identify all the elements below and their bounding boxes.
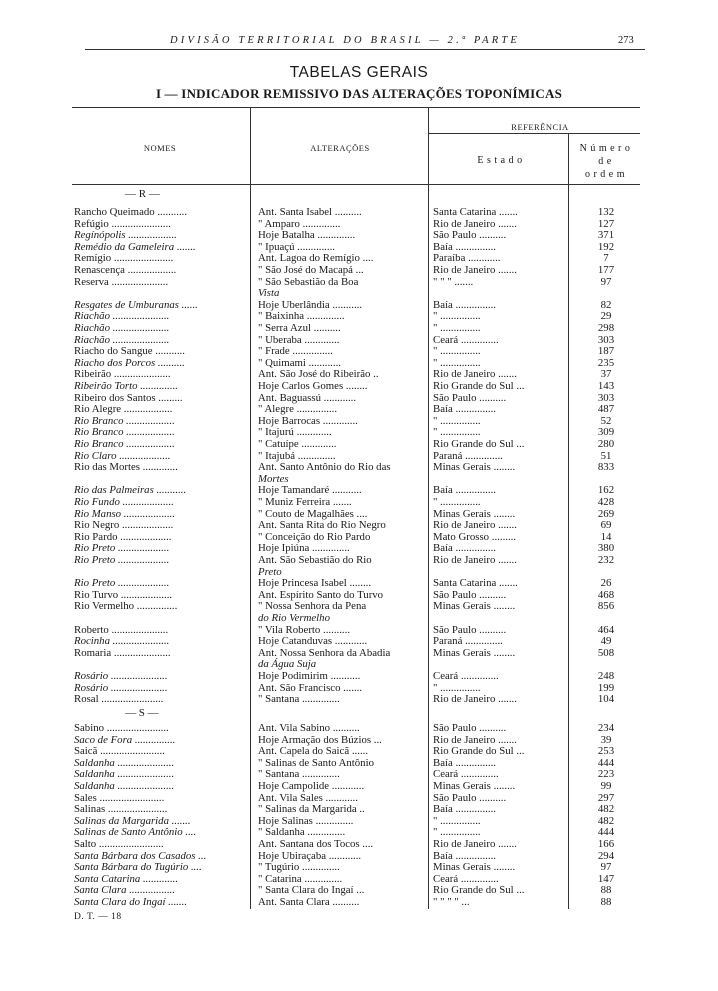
row-alteracao: " São Sebastião da Boa: [258, 275, 359, 288]
row-nome: Rancho Queimado ...........: [74, 206, 188, 218]
table-row: [0, 461, 718, 473]
table-row: [0, 380, 718, 392]
row-alteracao: Hoje Catanduvas ............: [258, 635, 368, 648]
row-estado: Baía ...............: [433, 542, 496, 555]
section-heading-s: — S —: [125, 707, 159, 719]
row-estado: Rio de Janeiro .......: [433, 838, 517, 850]
row-estado: Baía ...............: [433, 756, 496, 769]
row-numero: 26: [600, 577, 612, 590]
row-nome: Salinas de Santo Antônio ....: [74, 826, 197, 839]
row-nome: Rio Preto ...................: [74, 542, 170, 555]
row-estado: São Paulo ..........: [433, 623, 507, 636]
table-row: [0, 322, 718, 334]
row-numero: 444: [597, 756, 615, 769]
row-numero: 52: [600, 414, 612, 427]
row-alteracao: Hoje Ubiraçaba ............: [258, 849, 362, 862]
row-estado: Rio de Janeiro .......: [433, 217, 517, 230]
row-alteracao: Vista: [258, 287, 280, 300]
row-estado: Minas Gerais ........: [433, 861, 516, 874]
table-row: [0, 310, 718, 322]
table-row: [0, 635, 718, 647]
column-header-numero: N ú m e r o: [579, 143, 631, 154]
row-estado: Paraná ..............: [433, 635, 503, 648]
row-estado: " " " " ...: [433, 896, 470, 908]
row-numero: 14: [600, 530, 612, 543]
row-numero: 7: [603, 252, 609, 265]
row-alteracao: " Catuípe .............: [258, 438, 337, 450]
row-numero: 132: [597, 206, 615, 218]
table-row: [0, 600, 718, 612]
row-nome: Salinas ......................: [74, 803, 168, 816]
row-estado: Rio de Janeiro .......: [433, 733, 517, 746]
row-nome: Rio Preto ...................: [74, 577, 170, 590]
column-header-alteracoes: ALTERAÇÕES: [310, 143, 370, 153]
row-numero: 487: [597, 403, 615, 416]
row-alteracao: " Couto de Magalhães ....: [258, 507, 368, 520]
row-nome: Rio Pardo ...................: [74, 530, 172, 543]
table-row: [0, 745, 718, 757]
row-nome: Rio Manso ...................: [74, 507, 176, 520]
column-header-nomes: NOMES: [143, 143, 177, 153]
table-row: [0, 554, 718, 566]
row-alteracao: " Tugúrio ..............: [258, 861, 340, 874]
row-nome: Rio Preto ...................: [74, 554, 170, 566]
row-estado: Ceará ..............: [433, 872, 499, 885]
row-nome: Sales ........................: [74, 791, 165, 804]
row-nome: Rio das Mortes .............: [74, 461, 178, 474]
row-alteracao: " Santana ..............: [258, 768, 340, 781]
row-numero: 37: [600, 368, 612, 381]
table-row: [0, 334, 718, 346]
table-row: [0, 473, 718, 485]
row-alteracao: Ant. Espírito Santo do Turvo: [258, 588, 384, 601]
row-estado: " " " .......: [433, 275, 474, 288]
row-estado: Rio de Janeiro .......: [433, 693, 517, 706]
row-nome: Rio das Palmeiras ...........: [74, 484, 187, 497]
table-row: [0, 658, 718, 670]
row-estado: Baía ...............: [433, 849, 496, 862]
row-numero: 482: [597, 803, 615, 816]
table-row: [0, 780, 718, 792]
row-alteracao: Ant. São Francisco .......: [258, 681, 363, 694]
row-alteracao: " Santana ..............: [258, 693, 340, 706]
table-row: [0, 792, 718, 804]
row-nome: Remígio ......................: [74, 252, 174, 265]
row-estado: Mato Grosso .........: [433, 530, 517, 543]
row-alteracao: Ant. Santo Antônio do Rio das: [258, 461, 391, 474]
table-row: [0, 693, 718, 705]
header-bottom-rule: [72, 184, 640, 185]
row-numero: 223: [597, 768, 615, 781]
row-numero: 97: [600, 861, 612, 874]
row-alteracao: Hoje Barrocas .............: [258, 414, 358, 427]
row-nome: Remédio da Gameleira .......: [74, 240, 196, 253]
row-estado: " ...............: [433, 814, 481, 827]
referencia-rule: [428, 133, 640, 134]
row-estado: Rio de Janeiro .......: [433, 264, 517, 276]
table-row: [0, 415, 718, 427]
table-row: [0, 589, 718, 601]
row-nome: Rio Turvo ...................: [74, 588, 173, 601]
row-alteracao: do Rio Vermelho: [258, 612, 330, 624]
table-row: [0, 392, 718, 404]
row-nome: Reserva .....................: [74, 275, 169, 288]
row-alteracao: Ant. Nossa Senhora da Abadia: [258, 646, 391, 659]
row-alteracao: Hoje Podimirim ...........: [258, 670, 361, 682]
row-nome: Resgates de Umburanas ......: [74, 298, 198, 311]
row-alteracao: Ant. São José do Ribeirão ..: [258, 368, 379, 381]
table-row: [0, 508, 718, 520]
row-numero: 297: [597, 791, 615, 804]
row-alteracao: Mortes: [258, 472, 289, 485]
table-row: [0, 768, 718, 780]
row-estado: Minas Gerais ........: [433, 780, 516, 792]
row-estado: Rio Grande do Sul ...: [433, 380, 525, 392]
table-row: [0, 345, 718, 357]
table-row: [0, 815, 718, 827]
table-row: [0, 484, 718, 496]
row-alteracao: " Serra Azul ..........: [258, 322, 341, 334]
row-nome: Riachão .....................: [74, 310, 170, 323]
row-alteracao: " Nossa Senhora da Pena: [258, 600, 367, 613]
row-numero: 269: [597, 507, 615, 520]
table-row: [0, 531, 718, 543]
row-numero: 88: [600, 896, 612, 908]
running-title: DIVISÃO TERRITORIAL DO BRASIL — 2.ª PARTE: [170, 35, 521, 46]
row-alteracao: Ant. Santa Clara ..........: [258, 896, 360, 908]
row-numero: 143: [597, 380, 615, 392]
table-row: [0, 218, 718, 230]
row-alteracao: Ant. Vila Sales ............: [258, 791, 358, 804]
row-nome: Rocinha .....................: [74, 635, 170, 648]
row-estado: " ...............: [433, 496, 481, 508]
table-row: [0, 670, 718, 682]
table-row: [0, 577, 718, 589]
row-numero: 51: [600, 449, 612, 462]
row-alteracao: " Muniz Ferreira .......: [258, 496, 352, 508]
row-estado: Rio Grande do Sul ...: [433, 884, 525, 897]
row-numero: 253: [597, 745, 615, 758]
row-alteracao: Hoje Carlos Gomes ........: [258, 380, 368, 392]
table-row: [0, 519, 718, 531]
row-nome: Salto ........................: [74, 838, 164, 850]
row-numero: 468: [597, 588, 615, 601]
table-row: [0, 206, 718, 218]
row-estado: Baía ...............: [433, 240, 496, 253]
header-rule: [85, 49, 645, 50]
row-numero: 508: [597, 646, 615, 659]
row-nome: Rio Claro ...................: [74, 449, 171, 462]
page-title: TABELAS GERAIS: [289, 64, 429, 81]
table-row: [0, 426, 718, 438]
table-row: [0, 757, 718, 769]
table-row: [0, 850, 718, 862]
row-alteracao: Ant. Capela do Saicã ......: [258, 745, 369, 758]
row-numero: 192: [597, 240, 615, 253]
row-estado: " ...............: [433, 426, 481, 439]
row-numero: 464: [597, 623, 615, 636]
row-nome: Saldanha .....................: [74, 780, 175, 792]
column-header-ordem: o r d e m: [584, 169, 626, 180]
row-alteracao: Hoje Salinas ..............: [258, 814, 354, 827]
row-numero: 187: [597, 345, 615, 358]
row-nome: Sabino .......................: [74, 722, 169, 734]
row-estado: Baía ...............: [433, 403, 496, 416]
row-estado: " ...............: [433, 826, 481, 839]
row-alteracao: Ant. Santa Isabel ..........: [258, 206, 362, 218]
row-alteracao: " São José do Macapá ...: [258, 264, 364, 276]
row-alteracao: " Frade ...............: [258, 345, 333, 358]
row-estado: Ceará ..............: [433, 768, 499, 781]
row-numero: 69: [600, 519, 612, 532]
row-alteracao: " Alegre ...............: [258, 403, 338, 416]
row-alteracao: Hoje Uberlândia ...........: [258, 298, 363, 311]
table-row: [0, 647, 718, 659]
row-estado: " ...............: [433, 356, 481, 369]
row-nome: Salinas da Margarida .......: [74, 814, 191, 827]
row-alteracao: " Amparo ..............: [258, 217, 341, 230]
row-alteracao: " Vila Roberto ..........: [258, 623, 351, 636]
row-numero: 248: [597, 670, 615, 682]
row-alteracao: Preto: [258, 565, 282, 578]
row-alteracao: Ant. Lagoa do Remígio ....: [258, 252, 374, 265]
row-estado: Baía ...............: [433, 484, 496, 497]
row-alteracao: Hoje Ipiúna ..............: [258, 542, 350, 555]
row-nome: Rio Vermelho ...............: [74, 600, 178, 613]
row-estado: Minas Gerais ........: [433, 646, 516, 659]
row-numero: 298: [597, 322, 615, 334]
row-estado: São Paulo ..........: [433, 791, 507, 804]
row-numero: 833: [597, 461, 615, 474]
row-alteracao: Ant. Santana dos Tocos ....: [258, 838, 374, 850]
row-estado: " ...............: [433, 681, 481, 694]
row-nome: Rio Negro ...................: [74, 519, 174, 532]
table-row: [0, 450, 718, 462]
row-numero: 303: [597, 391, 615, 404]
row-alteracao: Hoje Batalha ..............: [258, 229, 356, 242]
row-alteracao: " Santa Clara do Ingaí ...: [258, 884, 365, 897]
row-alteracao: " Uberaba .............: [258, 333, 340, 346]
row-numero: 39: [600, 733, 612, 746]
row-estado: Rio Grande do Sul ...: [433, 745, 525, 758]
row-estado: Santa Catarina .......: [433, 206, 518, 218]
row-numero: 104: [597, 693, 615, 706]
table-row: [0, 722, 718, 734]
row-nome: Romaria .....................: [74, 646, 171, 659]
row-estado: Rio de Janeiro .......: [433, 554, 517, 566]
row-numero: 162: [597, 484, 615, 497]
table-row: [0, 496, 718, 508]
row-numero: 49: [600, 635, 612, 648]
row-alteracao: " Ipuaçú ..............: [258, 240, 335, 253]
table-row: [0, 566, 718, 578]
row-numero: 234: [597, 722, 615, 734]
row-estado: Ceará ..............: [433, 670, 499, 682]
row-alteracao: Hoje Campolide ............: [258, 780, 365, 792]
row-estado: Paraíba ............: [433, 252, 501, 265]
page-subtitle: I — INDICADOR REMISSIVO DAS ALTERAÇÕES TOPONÍMICAS: [155, 86, 563, 101]
row-alteracao: " Quimami ............: [258, 356, 341, 369]
column-header-de: d e: [598, 156, 612, 167]
row-nome: Rio Alegre ..................: [74, 403, 173, 416]
row-numero: 97: [600, 275, 612, 288]
row-numero: 177: [597, 264, 615, 276]
row-nome: Saldanha .....................: [74, 768, 175, 781]
row-nome: Saicã ........................: [74, 745, 165, 758]
row-nome: Riacho do Sangue ...........: [74, 345, 185, 358]
row-nome: Regínópolis ..................: [74, 229, 177, 242]
row-nome: Santa Bárbara do Tugúrio ....: [74, 861, 202, 874]
row-numero: 371: [597, 229, 615, 242]
row-estado: São Paulo ..........: [433, 722, 507, 734]
row-numero: 428: [597, 496, 615, 508]
row-alteracao: Ant. Santa Rita do Rio Negro: [258, 519, 386, 532]
table-row: [0, 612, 718, 624]
row-numero: 127: [597, 217, 615, 230]
table-row: [0, 826, 718, 838]
table-row: [0, 357, 718, 369]
row-numero: 99: [600, 780, 612, 792]
row-estado: Minas Gerais ........: [433, 507, 516, 520]
row-estado: Paraná ..............: [433, 449, 503, 462]
row-nome: Santa Catarina .............: [74, 872, 179, 885]
row-alteracao: Ant. Vila Sabino ..........: [258, 722, 360, 734]
row-estado: Baía ...............: [433, 803, 496, 816]
row-numero: 482: [597, 814, 615, 827]
row-nome: Refúgio ......................: [74, 217, 171, 230]
table-row: [0, 368, 718, 380]
row-alteracao: " Catarina ..............: [258, 872, 343, 885]
table-row: [0, 896, 718, 908]
table-row: [0, 873, 718, 885]
page-footer: D. T. — 18: [74, 912, 122, 922]
row-nome: Santa Clara do Ingaí .......: [74, 896, 188, 908]
row-alteracao: " Itajubá ..............: [258, 449, 336, 462]
row-nome: Roberto .....................: [74, 623, 169, 636]
row-numero: 280: [597, 438, 615, 450]
table-row: [0, 682, 718, 694]
table-row: [0, 264, 718, 276]
row-nome: Rio Fundo ...................: [74, 496, 174, 508]
row-numero: 88: [600, 884, 612, 897]
row-numero: 444: [597, 826, 615, 839]
table-row: [0, 287, 718, 299]
row-estado: São Paulo ..........: [433, 229, 507, 242]
column-header-estado: E s t a d o: [477, 155, 523, 166]
row-estado: Rio Grande do Sul ...: [433, 438, 525, 450]
row-nome: Ribeirão .....................: [74, 368, 171, 381]
table-top-rule: [72, 107, 640, 108]
row-alteracao: " Conceição do Rio Pardo: [258, 530, 371, 543]
row-estado: " ...............: [433, 414, 481, 427]
row-estado: Baía ...............: [433, 298, 496, 311]
row-estado: Santa Catarina .......: [433, 577, 518, 590]
row-alteracao: Ant. São Sebastião do Rio: [258, 554, 372, 566]
row-estado: Minas Gerais ........: [433, 461, 516, 474]
page-number: 273: [618, 35, 634, 46]
row-estado: Rio de Janeiro .......: [433, 368, 517, 381]
row-nome: Riachão .....................: [74, 322, 170, 334]
row-alteracao: da Água Suja: [258, 658, 317, 671]
row-estado: " ...............: [433, 345, 481, 358]
table-row: [0, 438, 718, 450]
row-alteracao: " Saldanha ..............: [258, 826, 346, 839]
table-row: [0, 241, 718, 253]
row-alteracao: " Baixinha ..............: [258, 310, 345, 323]
row-nome: Rio Branco ..................: [74, 414, 175, 427]
row-nome: Rosal .......................: [74, 693, 164, 706]
table-row: [0, 403, 718, 415]
table-row: [0, 803, 718, 815]
row-alteracao: Hoje Tamandaré ...........: [258, 484, 362, 497]
table-row: [0, 299, 718, 311]
row-numero: 235: [597, 356, 615, 369]
table-row: [0, 838, 718, 850]
row-numero: 294: [597, 849, 615, 862]
row-numero: 82: [600, 298, 612, 311]
row-nome: Santa Clara .................: [74, 884, 176, 897]
row-nome: Renascença ..................: [74, 264, 177, 276]
row-nome: Ribeirão Torto ..............: [74, 380, 178, 392]
column-header-referencia: REFERÊNCIA: [511, 122, 569, 132]
row-nome: Santa Bárbara dos Casados ...: [74, 849, 207, 862]
row-numero: 166: [597, 838, 615, 850]
table-row: [0, 252, 718, 264]
table-row: [0, 624, 718, 636]
row-nome: Rio Branco ..................: [74, 426, 175, 439]
row-nome: Rosário .....................: [74, 670, 168, 682]
row-nome: Riachão .....................: [74, 333, 170, 346]
row-estado: São Paulo ..........: [433, 391, 507, 404]
row-estado: Minas Gerais ........: [433, 600, 516, 613]
row-nome: Saco de Fora ...............: [74, 733, 176, 746]
row-numero: 199: [597, 681, 615, 694]
row-nome: Saldanha .....................: [74, 756, 175, 769]
row-alteracao: Hoje Armação dos Búzios ...: [258, 733, 382, 746]
row-alteracao: " Salinas da Margarida ..: [258, 803, 365, 816]
row-estado: São Paulo ..........: [433, 588, 507, 601]
row-numero: 856: [597, 600, 615, 613]
row-numero: 232: [597, 554, 615, 566]
table-row: [0, 542, 718, 554]
row-alteracao: Ant. Baguassú ............: [258, 391, 357, 404]
row-estado: Rio de Janeiro .......: [433, 519, 517, 532]
row-nome: Ribeiro dos Santos .........: [74, 391, 183, 404]
row-estado: " ...............: [433, 310, 481, 323]
row-nome: Rosário .....................: [74, 681, 168, 694]
row-alteracao: " Salinas de Santo Antônio: [258, 756, 374, 769]
table-row: [0, 884, 718, 896]
row-numero: 309: [597, 426, 615, 439]
row-numero: 380: [597, 542, 615, 555]
table-row: [0, 861, 718, 873]
row-numero: 29: [600, 310, 612, 323]
row-estado: Ceará ..............: [433, 333, 499, 346]
table-row: [0, 229, 718, 241]
row-alteracao: " Itajurú .............: [258, 426, 332, 439]
row-numero: 303: [597, 333, 615, 346]
section-heading-r: — R —: [125, 188, 160, 200]
row-numero: 147: [597, 872, 615, 885]
row-nome: Riacho dos Porcos ..........: [74, 356, 185, 369]
row-alteracao: Hoje Princesa Isabel ........: [258, 577, 372, 590]
row-estado: " ...............: [433, 322, 481, 334]
table-row: [0, 734, 718, 746]
row-nome: Rio Branco ..................: [74, 438, 175, 450]
table-row: [0, 276, 718, 288]
